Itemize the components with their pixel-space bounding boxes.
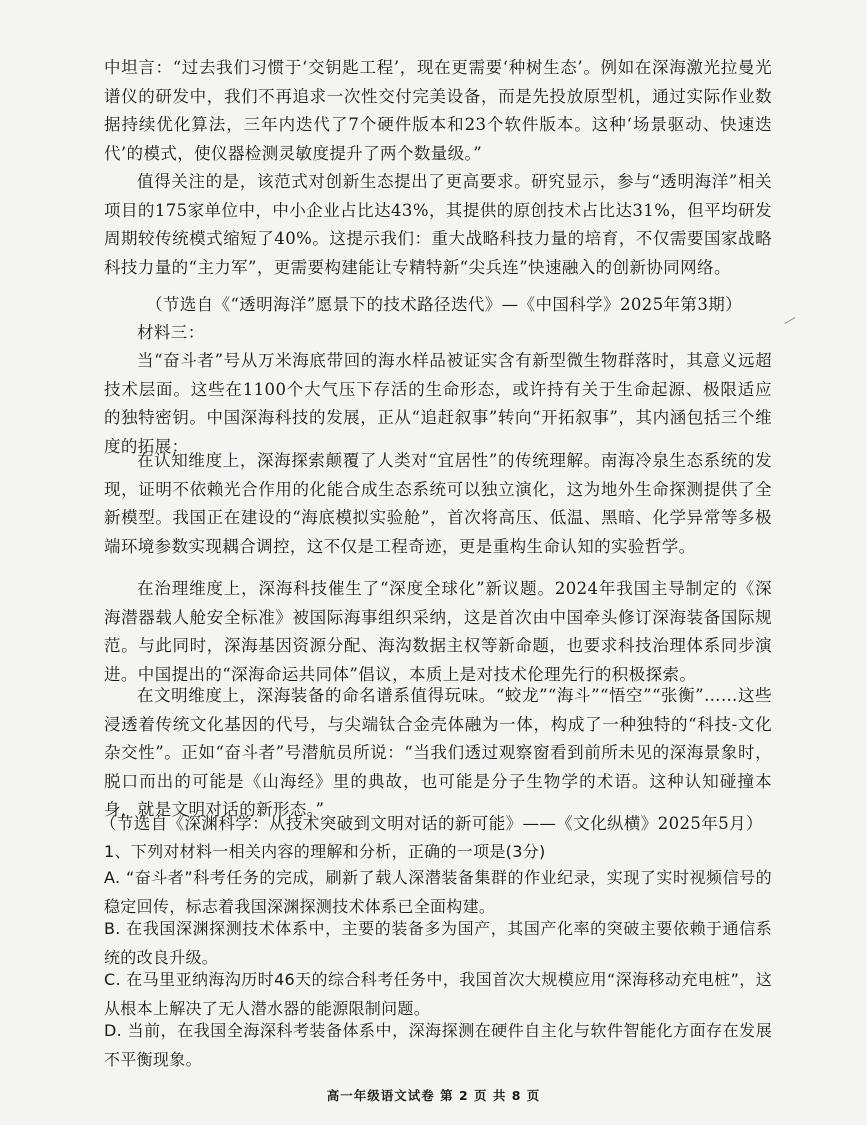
- paragraph-civilization-dimension: 在文明维度上，深海装备的命名谱系值得玩味。“蛟龙”“海斗”“悟空”“张衡”……这些浸透着传统文化基因的代号，与尖端钛合金壳体融为一体，构成了一种独特的“科技-文化杂交性”。正如“奋斗者”号潜航员所说：“当我们透过观察窗看到前所未见的深海景象时，脱口而出的可能是《山海经》里的典故，也可能是分子生物学的术语。这种认知碰撞本身，就是文明对话的新形态。”: [104, 686, 772, 819]
- page-footer: 高一年级语文试卷 第 2 页 共 8 页: [326, 1088, 541, 1103]
- source-citation-material-3: （节选自《深渊科学：从技术突破到文明对话的新可能》——《文化纵横》2025年5月）: [100, 814, 763, 833]
- paragraph-cognition-dimension: 在认知维度上，深海探索颠覆了人类对“宜居性”的传统理解。南海冷泉生态系统的发现，证明不依赖光合作用的化能合成生态系统可以独立演化，这为地外生命探测提供了全新模型。我国正在建设的“海底模拟实验舱”，首次将高压、低温、黑暗、化学异常等多极端环境参数实现耦合调控，这不仅是工程奇迹，更是重构生命认知的实验哲学。: [104, 451, 772, 556]
- question-1-stem: 1、下列对材料一相关内容的理解和分析，正确的一项是(3分): [104, 842, 546, 861]
- material-3-heading: 材料三：: [137, 323, 205, 342]
- paragraph-governance-dimension: 在治理维度上，深海科技催生了“深度全球化”新议题。2024年我国主导制定的《深海潜器载人舱安全标准》被国际海事组织采纳，这是首次由中国牵头修订深海装备国际规范。与此同时，深海基因资源分配、海沟数据主权等新命题，也要求科技治理体系同步演进。中国提出的“深海命运共同体”倡议，本质上是对技术伦理先行的积极探索。: [104, 579, 772, 684]
- paragraph-quote-continuation: 中坦言：“过去我们习惯于‘交钥匙工程’，现在更需要‘种树生态’。例如在深海激光拉曼光谱仪的研发中，我们不再追求一次性交付完美设备，而是先投放原型机，通过实际作业数据持续优化算法，三年内迭代了7个硬件版本和23个软件版本。这种‘场景驱动、快速迭代’的模式，使仪器检测灵敏度提升了两个数量级。”: [104, 58, 772, 163]
- paragraph-innovation-ecology: 值得关注的是，该范式对创新生态提出了更高要求。研究显示，参与“透明海洋”相关项目的175家单位中，中小企业占比达43%，其提供的原创技术占比达31%，但平均研发周期较传统模式缩短了40%。这提示我们：重大战略科技力量的培育，不仅需要国家战略科技力量的“主力军”，更需要构建能让专精特新“尖兵连”快速融入的创新协同网络。: [104, 172, 772, 277]
- option-b: B. 在我国深渊探测技术体系中，主要的装备多为国产，其国产化率的突破主要依赖于通信系统的改良升级。: [104, 919, 772, 967]
- option-d: D. 当前，在我国全海深科考装备体系中，深海探测在硬件自主化与软件智能化方面存在发展不平衡现象。: [104, 1021, 772, 1069]
- paragraph-fendouzhe-samples: 当“奋斗者”号从万米海底带回的海水样品被证实含有新型微生物群落时，其意义远超技术层面。这些在1100个大气压下存活的生命形态，或许持有关于生命起源、极限适应的独特密钥。中国深海科技的发展，正从“追赶叙事”转向“开拓叙事”，其内涵包括三个维度的拓展：: [104, 351, 772, 456]
- pen-mark: [785, 317, 796, 324]
- source-citation-material-2: （节选自《“透明海洋”愿景下的技术路径迭代》—《中国科学》2025年第3期）: [145, 295, 743, 314]
- option-a: A. “奋斗者”科考任务的完成，刷新了载人深潜装备集群的作业纪录，实现了实时视频信号的稳定回传，标志着我国深渊探测技术体系已全面构建。: [104, 868, 772, 916]
- option-c: C. 在马里亚纳海沟历时46天的综合科考任务中，我国首次大规模应用“深海移动充电桩”，这从根本上解决了无人潜水器的能源限制问题。: [104, 970, 772, 1018]
